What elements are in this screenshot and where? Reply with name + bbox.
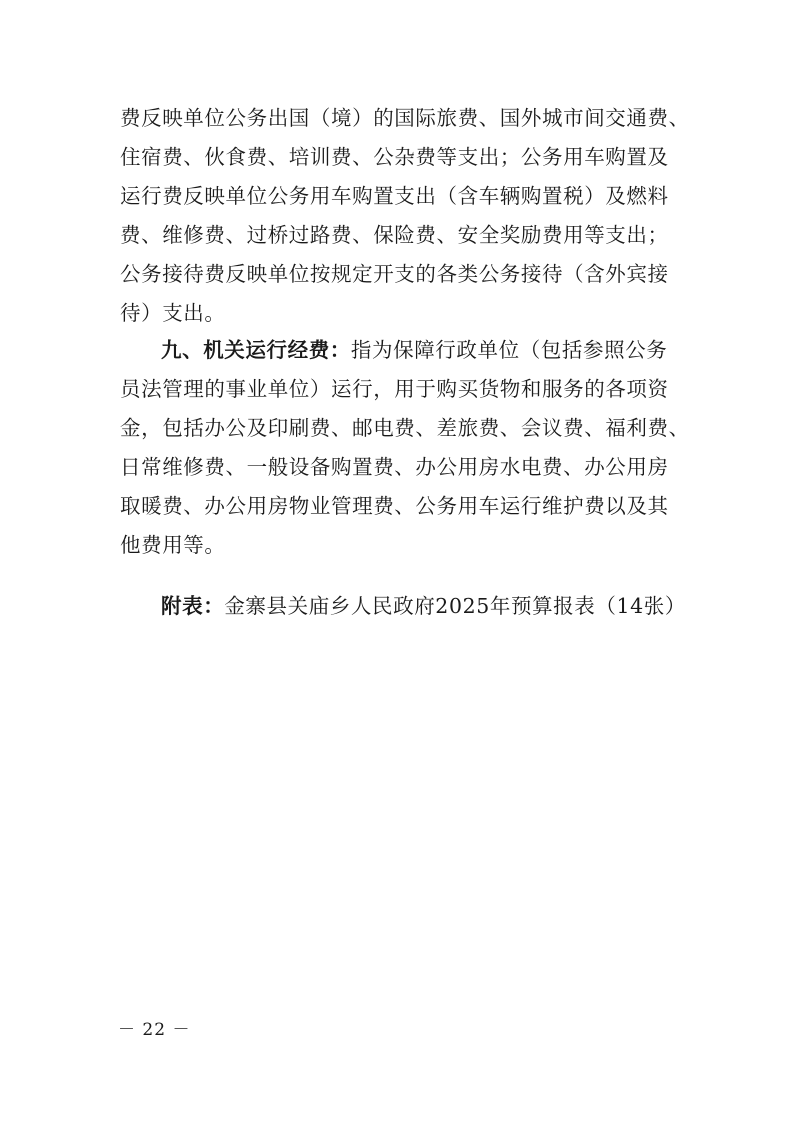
body-text-line: 金，包括办公及印刷费、邮电费、差旅费、会议费、福利费、 [120, 416, 690, 440]
body-text-line: 员法管理的事业单位）运行，用于购买货物和服务的各项资 [120, 377, 669, 401]
body-text-line: 费、维修费、过桥过路费、保险费、安全奖励费用等支出； [120, 223, 669, 247]
body-text-line: 公务接待费反映单位按规定开支的各类公务接待（含外宾接 [120, 262, 669, 286]
section-text: 指为保障行政单位（包括参照公务 [350, 338, 668, 362]
body-text-line: 运行费反映单位公务用车购置支出（含车辆购置税）及燃料 [120, 184, 669, 208]
body-text-line: 取暖费、办公用房物业管理费、公务用车运行维护费以及其 [120, 494, 669, 518]
body-text-line: 待）支出。 [120, 301, 226, 325]
body-text-line: 费反映单位公务出国（境）的国际旅费、国外城市间交通费、 [120, 106, 690, 130]
attachment-line [161, 586, 686, 626]
attachment-label: 附表： [161, 594, 225, 618]
body-text-line: 住宿费、伙食费、培训费、公杂费等支出；公务用车购置及 [120, 145, 669, 169]
attachment-text: 金寨县关庙乡人民政府2025年预算报表（14张） [224, 594, 686, 618]
body-text-line: 他费用等。 [120, 533, 226, 557]
section-nine-first-line [161, 330, 680, 370]
section-heading: 九、机关运行经费： [161, 338, 351, 362]
page-number: － 22 － [118, 1020, 191, 1040]
body-text-line: 日常维修费、一般设备购置费、办公用房水电费、办公用房 [120, 455, 669, 479]
